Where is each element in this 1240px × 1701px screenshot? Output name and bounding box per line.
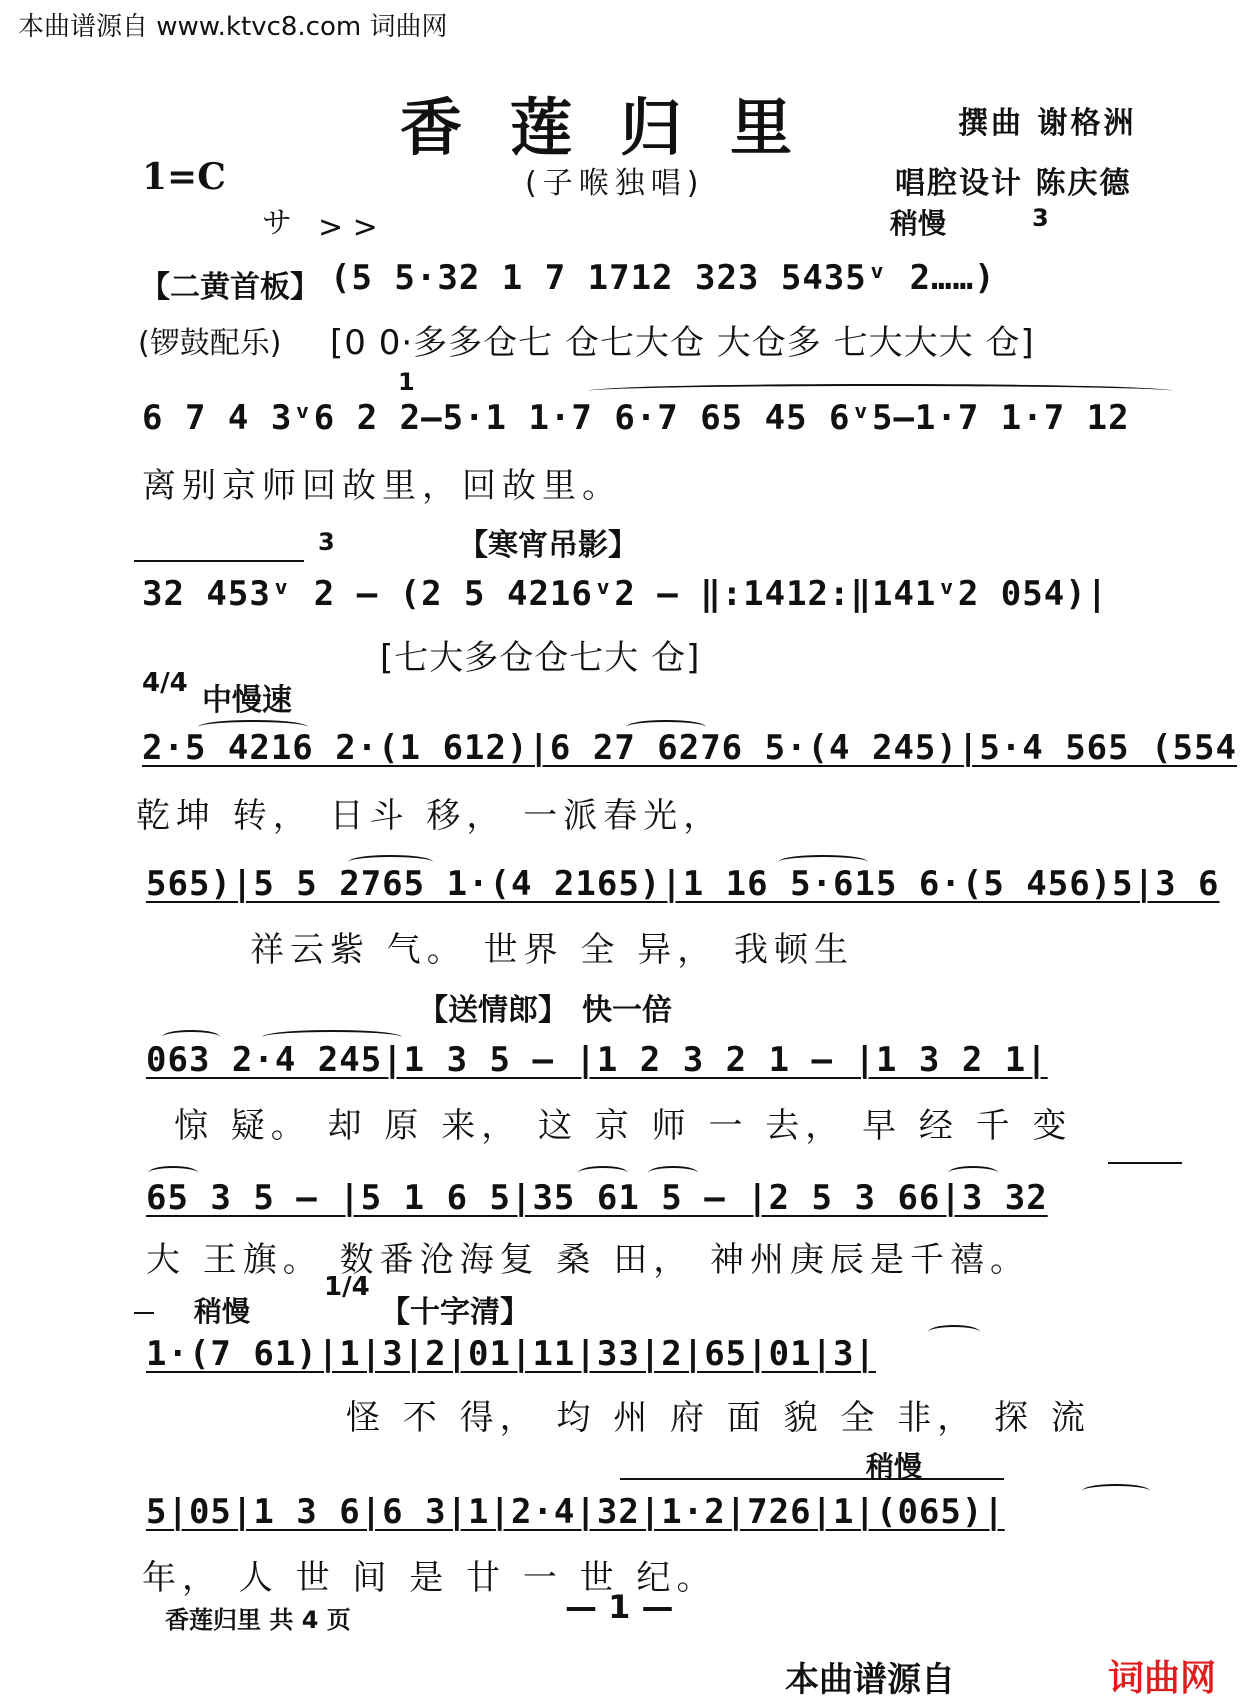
percussion-row-3: [七大多仓仓七大 仓] [380, 638, 701, 678]
tempo-mark-slower: 稍慢 [866, 1450, 923, 1483]
time-signature-44: 4/4 [142, 668, 188, 698]
brand-logo: 词曲网 [1108, 1658, 1217, 1699]
tempo-mark-slower: 稍慢 [194, 1295, 251, 1328]
lyrics-row-9: 年， 人 世 间 是 廿 一 世 纪。 [142, 1558, 717, 1598]
section-erhuang: 【二黄首板】 [140, 270, 320, 305]
breath-number: 3 [1032, 204, 1049, 232]
breath-number: 1 [398, 368, 415, 396]
section-shiziqing: 【十字清】 [380, 1295, 530, 1330]
notation-row-3: 32 453ᵛ 2 — (2 5 4216ᵛ2 — ‖:1412:‖141ᵛ2 054)| [142, 574, 1109, 614]
lyrics-row-5: 祥云紫 气。 世界 全 异， 我顿生 [250, 930, 855, 970]
notation-row-1: (5 5·32 1 7 1712 323 5435ᵛ 2……) [330, 258, 996, 298]
breath-number: 3 [318, 528, 335, 556]
footer-title: 香莲归里 共 4 页 [165, 1606, 351, 1634]
notation-row-2: 6 7 4 3ᵛ6 2 2—5·1 1·7 6·7 65 45 6ᵛ5—1·7 1·7 12 [142, 398, 1130, 438]
notation-row-6: 063 2·4 245|1 3 5 — |1 2 3 2 1 — |1 3 2 1| [146, 1040, 1048, 1080]
section-songqinglang: 【送情郎】 [418, 993, 568, 1028]
composer-credit: 撰曲 谢格洲 [958, 106, 1137, 141]
subtitle: (子喉独唱) [525, 166, 705, 201]
designer-credit: 唱腔设计 陈庆德 [895, 166, 1132, 201]
lyrics-row-4: 乾坤 转， 日斗 移， 一派春光， [136, 796, 724, 836]
lyrics-row-8: 怪 不 得， 均 州 府 面 貌 全 非， 探 流 [346, 1398, 1091, 1438]
section-hanxiao: 【寒宵吊影】 [458, 528, 638, 563]
tempo-mark-moderate: 中慢速 [202, 683, 292, 718]
percussion-row-1: [0 0·多多仓七 仓七大仓 大仓多 七大大大 仓] [330, 323, 1035, 363]
source-header: 本曲谱源自 www.ktvc8.com 词曲网 [18, 12, 448, 42]
footer-source: 本曲谱源自 [785, 1660, 955, 1700]
key-signature: 1=C [142, 156, 226, 198]
lyrics-row-7: 大 王旗。 数番沧海复 桑 田， 神州庚辰是千禧。 [146, 1240, 1031, 1280]
page-number: — 1 — [565, 1588, 674, 1626]
notation-row-4: 2·5 4216 2·(1 612)|6 27 6276 5·(4 245)|5·4 565 (554 [142, 728, 1237, 768]
free-tempo-mark: サ [262, 206, 292, 241]
tempo-mark-slower: 稍慢 [890, 207, 947, 240]
percussion-label: (锣鼓配乐) [138, 326, 282, 361]
song-title: 香莲归里 [400, 91, 841, 164]
accent-marks: > > [318, 210, 378, 245]
notation-row-5: 565)|5 5 2765 1·(4 2165)|1 16 5·615 6·(5 456)5|3 6 [146, 864, 1220, 904]
lyrics-row-6: 惊 疑。 却 原 来， 这 京 师 一 去， 早 经 千 变 [174, 1106, 1073, 1146]
notation-row-7: 65 3 5 — |5 1 6 5|35 61 5 — |2 5 3 66|3 32 [146, 1178, 1048, 1218]
tempo-mark-faster: 快一倍 [582, 993, 672, 1028]
notation-row-8: 1·(7 61)|1|3|2|01|11|33|2|65|01|3| [146, 1334, 876, 1374]
notation-row-9: 5|05|1 3 6|6 3|1|2·4|32|1·2|726|1|(065)| [146, 1492, 1005, 1532]
lyrics-row-2: 离别京师回故里，回故里。 [142, 466, 622, 506]
time-signature-14: 1/4 [324, 1272, 370, 1302]
